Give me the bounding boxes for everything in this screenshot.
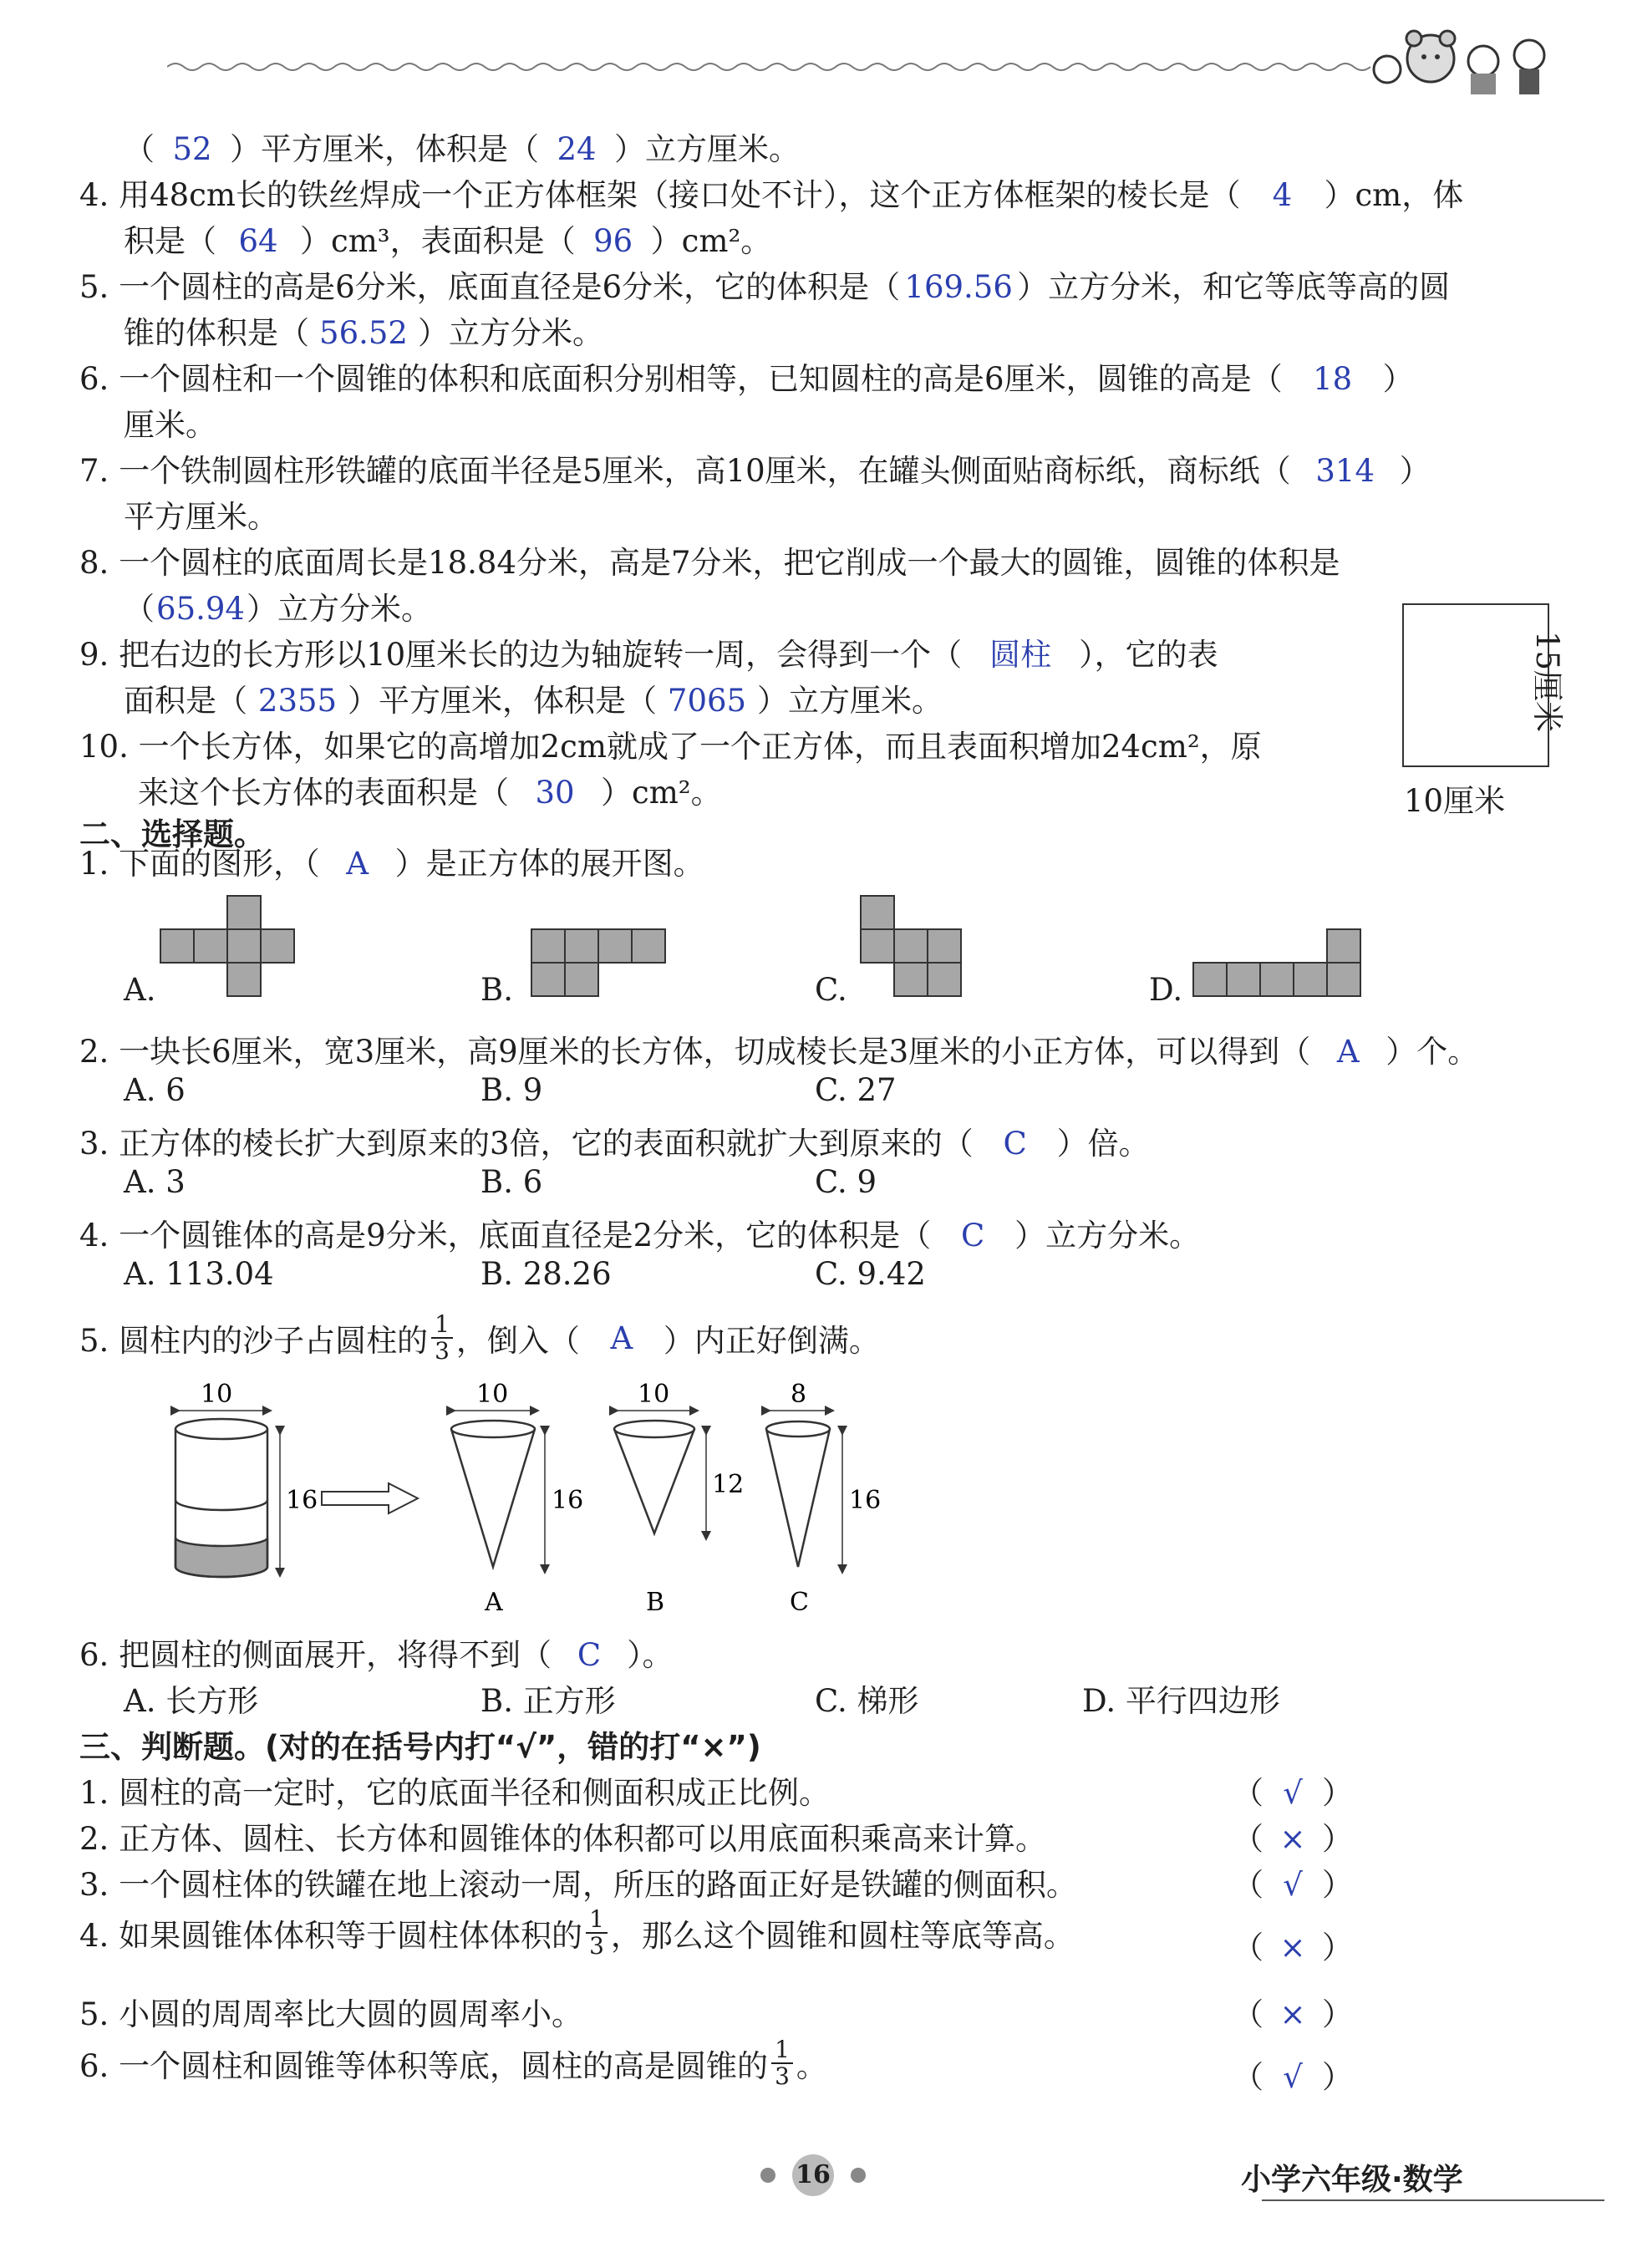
answer-A: A <box>346 846 369 882</box>
text: （ <box>124 131 155 167</box>
fraction-one-third <box>431 1312 453 1364</box>
text: ）倍。 <box>1056 1126 1150 1162</box>
answer-7065: 7065 <box>667 683 747 719</box>
judge-item-1: 1. 圆柱的高一定时，它的底面半径和侧面积成正比例。 <box>79 1775 831 1811</box>
text: （ <box>1233 1930 1263 1965</box>
text: 2. 一块长6厘米，宽3厘米，高9厘米的长方体，切成棱长是3厘米的小正方体，可以得到（ <box>79 1034 1311 1070</box>
text: ） <box>1322 2059 1353 2095</box>
judge-item-2: 2. 正方体、圆柱、长方体和圆锥体的体积都可以用底面积乘高来计算。 <box>79 1821 1047 1857</box>
judge-mark: × <box>1279 1821 1306 1857</box>
cube-nets-figure <box>117 894 1387 1003</box>
text: ） <box>1322 1775 1353 1811</box>
rectangle-side-label: 15厘米 <box>1529 631 1565 733</box>
text: ）立方分米，和它等底等高的圆 <box>1017 269 1451 305</box>
text: 面积是（ <box>124 683 247 719</box>
cone-a-shape <box>451 1411 545 1569</box>
choice-q6-opt-d: D. 平行四边形 <box>1082 1683 1280 1719</box>
text: ）立方分米。 <box>247 591 432 627</box>
answer-18: 18 <box>1313 361 1353 397</box>
choice-q2-opt-c: C. 27 <box>815 1072 897 1108</box>
choice-q4-opt-c: C. 9.42 <box>815 1256 926 1292</box>
text: ） <box>1322 1996 1353 2032</box>
answer-A: A <box>1336 1034 1360 1070</box>
choice-q3-opt-c: C. 9 <box>815 1164 877 1200</box>
cylinder-shape <box>175 1411 280 1577</box>
text: ） <box>1382 361 1414 397</box>
judge-answer-4 <box>1233 1922 1353 1967</box>
answer-4: 4 <box>1272 177 1293 213</box>
answer-24: 24 <box>557 131 597 167</box>
fill-q3-continuation <box>124 124 800 169</box>
text: （ <box>1233 1775 1263 1811</box>
text: 。 <box>796 2048 827 2084</box>
fill-q5-line2 <box>124 308 603 353</box>
judge-item-5: 5. 小圆的周周率比大圆的圆周率小。 <box>79 1996 583 2032</box>
text: 9. 把右边的长方形以10厘米长的边为轴旋转一周，会得到一个（ <box>79 637 963 673</box>
choice-q3-opt-b: B. 6 <box>480 1164 543 1200</box>
text: ）立方分米。 <box>418 315 603 351</box>
cone-c-diameter-label: 8 <box>791 1380 807 1409</box>
cone-a-diameter-label: 10 <box>476 1380 509 1409</box>
answer-30: 30 <box>535 775 575 811</box>
text: 积是（ <box>124 223 216 259</box>
fill-q4-line1 <box>79 170 1463 215</box>
text: ）。 <box>627 1637 674 1673</box>
cone-a-label: A <box>485 1588 503 1617</box>
text: （ <box>124 591 155 627</box>
footer-dot-left-icon <box>760 2168 775 2183</box>
cylinder-height-label: 16 <box>286 1486 318 1515</box>
cone-b-height-label: 12 <box>712 1470 745 1499</box>
text: ）立方厘米。 <box>757 683 943 719</box>
text: ）cm²。 <box>650 223 772 259</box>
choice-q6-opt-b: B. 正方形 <box>480 1683 616 1719</box>
fraction-one-third <box>586 1907 608 1959</box>
choice-q6-opt-a: A. 长方形 <box>124 1683 259 1719</box>
judge-answer-2 <box>1233 1813 1353 1859</box>
text: 1. 下面的图形，（ <box>79 846 320 882</box>
fraction-denominator: 3 <box>775 2062 790 2090</box>
text: ）cm²。 <box>601 775 722 811</box>
choice-q1 <box>79 838 704 883</box>
answer-C: C <box>961 1218 985 1254</box>
cone-b-label: B <box>646 1588 665 1617</box>
answer-96: 96 <box>593 223 633 259</box>
text: ）是正方体的展开图。 <box>394 846 704 882</box>
text: 3. 正方体的棱长扩大到原来的3倍，它的表面积就扩大到原来的（ <box>79 1126 974 1162</box>
answer-C: C <box>1003 1126 1027 1162</box>
header-wave-line <box>167 50 1379 84</box>
fraction-numerator: 1 <box>431 1312 453 1339</box>
sand-cylinder-cones-figure <box>159 1379 894 1621</box>
judge-item-4 <box>79 1907 1075 1959</box>
answer-52: 52 <box>172 131 212 167</box>
fill-q6-line2: 厘米。 <box>124 407 216 443</box>
choice-q6-opt-c: C. 梯形 <box>815 1683 919 1719</box>
choice-q3-opt-a: A. 3 <box>124 1164 186 1200</box>
rectangle-bottom-label: 10厘米 <box>1404 783 1506 819</box>
judge-answer-1 <box>1233 1767 1353 1813</box>
text: ） <box>1322 1867 1353 1903</box>
answer-cylinder: 圆柱 <box>989 637 1052 673</box>
cone-c-shape <box>766 1411 842 1569</box>
fraction-denominator: 3 <box>589 1932 604 1960</box>
choice-q5 <box>79 1312 880 1364</box>
answer-A: A <box>610 1320 633 1356</box>
fill-q10-line2 <box>138 767 722 812</box>
section-title-judge: 三、判断题。(对的在括号内打“√”，错的打“×”) <box>79 1729 761 1765</box>
text: 7. 一个铁制圆柱形铁罐的底面半径是5厘米，高10厘米，在罐头侧面贴商标纸，商标纸（ <box>79 453 1291 489</box>
footer-book-title: 小学六年级·数学 <box>1241 2163 1463 2197</box>
fill-q8-line2 <box>124 583 432 628</box>
fill-q10-line1: 10. 一个长方体，如果它的高增加2cm就成了一个正方体，而且表面积增加24cm²，原 <box>79 729 1262 765</box>
judge-item-6 <box>79 2037 827 2089</box>
text: （ <box>1233 2059 1263 2095</box>
cone-b-diameter-label: 10 <box>638 1380 670 1409</box>
answer-169-56: 169.56 <box>904 269 1013 305</box>
choice-q2-opt-b: B. 9 <box>480 1072 543 1108</box>
choice-q4-opt-a: A. 113.04 <box>124 1256 274 1292</box>
text: ）平方厘米，体积是（ <box>230 131 539 167</box>
net-label-b: B. <box>480 972 513 1008</box>
pour-arrow <box>322 1483 418 1513</box>
text: （ <box>1233 1996 1263 2032</box>
text: ）立方分米。 <box>1014 1218 1201 1254</box>
cylinder-diameter-label: 10 <box>201 1380 233 1409</box>
text: （ <box>1233 1821 1263 1857</box>
choice-q2 <box>79 1026 1478 1071</box>
answer-C: C <box>577 1637 602 1673</box>
net-label-c: C. <box>815 972 847 1008</box>
fill-q9-line1 <box>79 629 1218 674</box>
text: ，那么这个圆锥和圆柱等底等高。 <box>610 1918 1075 1954</box>
answer-56-52: 56.52 <box>319 315 408 351</box>
text: ）cm³，表面积是（ <box>300 223 576 259</box>
fraction-one-third <box>771 2037 793 2089</box>
fill-q8-line1: 8. 一个圆柱的底面周长是18.84分米，高是7分米，把它削成一个最大的圆锥，圆锥的体积是 <box>79 545 1340 581</box>
answer-65-94: 65.94 <box>156 591 245 627</box>
fill-q9-line2 <box>124 675 943 720</box>
text: ） <box>1399 453 1431 489</box>
text: ），它的表 <box>1079 637 1218 673</box>
choice-q4 <box>79 1210 1200 1255</box>
text: 4. 一个圆锥体的高是9分米，底面直径是2分米，它的体积是（ <box>79 1218 932 1254</box>
text: 4. 用48cm长的铁丝焊成一个正方体框架（接口处不计），这个正方体框架的棱长是（ <box>79 177 1241 213</box>
judge-mark: √ <box>1283 2059 1303 2095</box>
text: 锥的体积是（ <box>124 315 309 351</box>
cone-c-label: C <box>790 1588 809 1617</box>
page-number: 16 <box>792 2154 834 2196</box>
choice-q6 <box>79 1630 674 1675</box>
answer-2355: 2355 <box>257 683 338 719</box>
answer-314: 314 <box>1315 453 1375 489</box>
fraction-numerator: 1 <box>586 1907 608 1934</box>
text: ，倒入（ <box>455 1323 580 1359</box>
cone-b-shape <box>614 1411 706 1536</box>
text: ） <box>1322 1821 1353 1857</box>
text: 来这个长方体的表面积是（ <box>138 775 509 811</box>
footer-underline <box>1262 2199 1604 2201</box>
text: 6. 一个圆柱和一个圆锥的体积和底面积分别相等，已知圆柱的高是6厘米，圆锥的高是（ <box>79 361 1283 397</box>
text: ）个。 <box>1385 1034 1479 1070</box>
text: 6. 一个圆柱和圆锥等体积等底，圆柱的高是圆锥的 <box>79 2048 769 2084</box>
judge-answer-5 <box>1233 1989 1353 2034</box>
judge-mark: × <box>1279 1930 1306 1965</box>
section-title-choice: 二、选择题。 <box>79 816 265 852</box>
fill-q4-line2 <box>124 216 771 261</box>
judge-mark: × <box>1279 1996 1306 2032</box>
judge-answer-6 <box>1233 2052 1353 2097</box>
text: 5. 一个圆柱的高是6分米，底面直径是6分米，它的体积是（ <box>79 269 901 305</box>
choice-q3 <box>79 1118 1150 1163</box>
net-label-d: D. <box>1149 972 1183 1008</box>
text: 4. 如果圆锥体体积等于圆柱体体积的 <box>79 1918 583 1954</box>
text: ）内正好倒满。 <box>663 1323 880 1359</box>
footer-dot-right-icon <box>851 2168 866 2183</box>
judge-answer-3 <box>1233 1859 1353 1904</box>
text: 6. 把圆柱的侧面展开，将得不到（ <box>79 1637 552 1673</box>
judge-mark: √ <box>1283 1867 1303 1903</box>
judge-mark: √ <box>1283 1775 1303 1811</box>
fraction-numerator: 1 <box>771 2037 793 2064</box>
fraction-denominator: 3 <box>435 1337 450 1365</box>
judge-item-3: 3. 一个圆柱体的铁罐在地上滚动一周，所压的路面正好是铁罐的侧面积。 <box>79 1867 1078 1903</box>
text: ） <box>1322 1930 1353 1965</box>
fill-q7-line2: 平方厘米。 <box>124 499 278 535</box>
choice-q2-opt-a: A. 6 <box>124 1072 186 1108</box>
cone-a-height-label: 16 <box>552 1486 584 1515</box>
text: ）cm，体 <box>1324 177 1464 213</box>
header-cartoon-icon <box>1362 23 1563 99</box>
text: （ <box>1233 1867 1263 1903</box>
fill-q6-line1 <box>79 353 1414 399</box>
answer-64: 64 <box>238 223 278 259</box>
fill-q7-line1 <box>79 445 1431 491</box>
footer-page-number <box>760 2154 877 2196</box>
text: ）平方厘米，体积是（ <box>348 683 657 719</box>
fill-q5-line1 <box>79 262 1450 307</box>
text: ）立方厘米。 <box>614 131 800 167</box>
choice-q4-opt-b: B. 28.26 <box>480 1256 612 1292</box>
text: 5. 圆柱内的沙子占圆柱的 <box>79 1323 429 1359</box>
net-label-a: A. <box>124 972 156 1008</box>
cone-c-height-label: 16 <box>849 1486 882 1515</box>
